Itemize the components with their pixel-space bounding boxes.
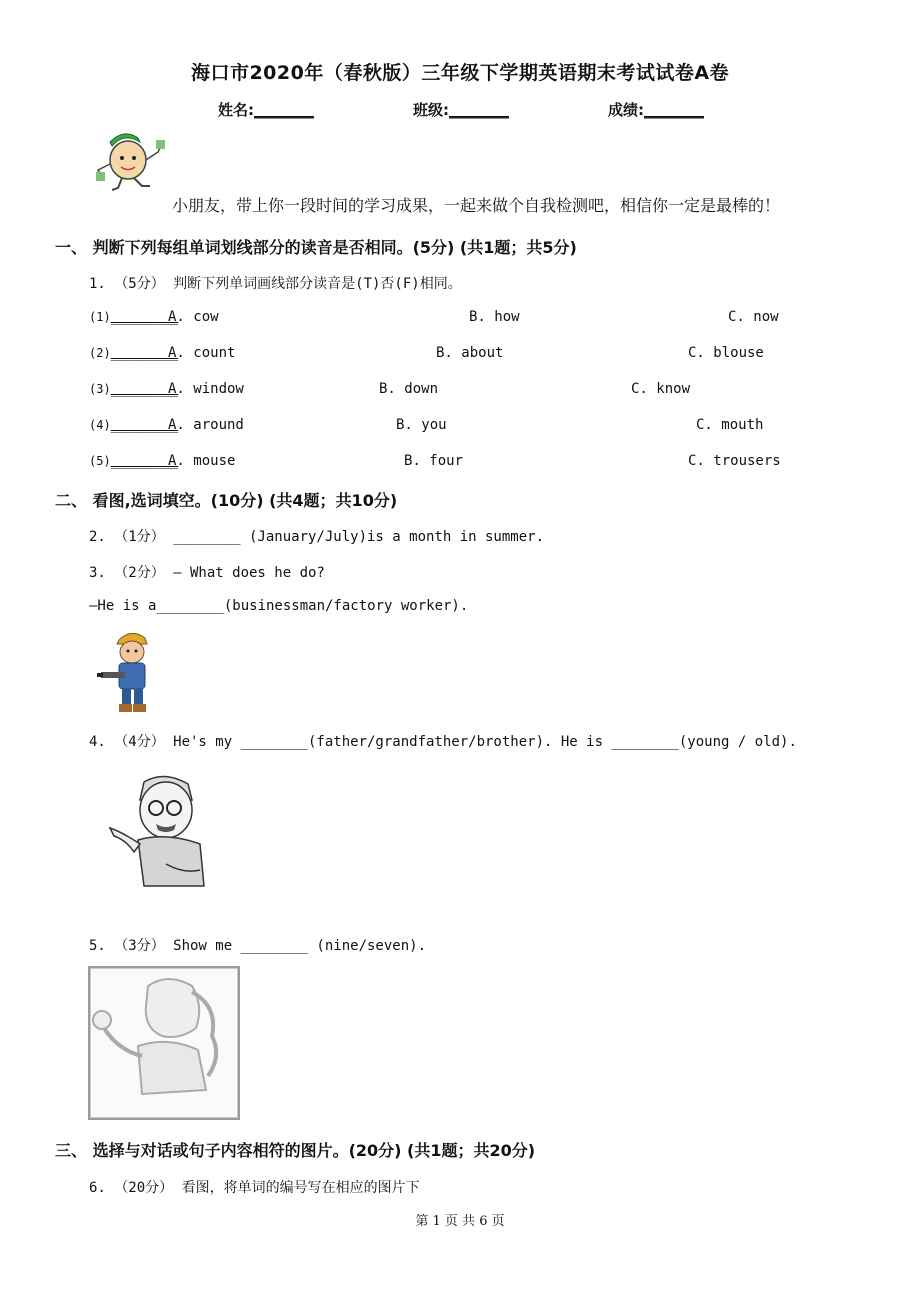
name-label: 姓名:	[218, 101, 254, 119]
answer-blank-2[interactable]	[89, 345, 178, 361]
class-label: 班级:	[413, 101, 449, 119]
section1-heading: 一、 判断下列每组单词划线部分的读音是否相同。(5分) (共1题；共5分)	[55, 238, 577, 257]
encouragement-text: 小朋友，带上你一段时间的学习成果，一起来做个自我检测吧，相信你一定是最棒的！	[172, 196, 781, 215]
question-3-answer: —He is a________(businessman/factory worker).	[89, 598, 469, 614]
answer-blank-5[interactable]	[89, 453, 178, 469]
answer-blank-3[interactable]	[89, 381, 178, 397]
option-b: B. about	[436, 345, 504, 361]
option-c: C. trousers	[688, 453, 781, 469]
option-c: C. mouth	[696, 417, 764, 433]
option-b: B. how	[469, 309, 520, 325]
row-blank: ________	[110, 381, 179, 397]
factory-worker-picture	[95, 628, 165, 716]
option-a: A. mouse	[168, 453, 236, 469]
page-title: 海口市2020年（春秋版）三年级下学期英语期末考试试卷A卷	[190, 62, 730, 84]
question-1: 1. （5分） 判断下列单词画线部分读音是(T)否(F)相同。	[89, 276, 462, 292]
row-number: (3)	[89, 382, 111, 396]
option-c: C. blouse	[688, 345, 764, 361]
name-field[interactable]	[218, 99, 314, 120]
option-b: B. down	[379, 381, 439, 397]
option-c: C. know	[631, 381, 691, 397]
answer-blank-4[interactable]	[89, 417, 178, 433]
question-3: 3. （2分） — What does he do?	[89, 565, 325, 581]
option-b: B. four	[404, 453, 464, 469]
option-a: A. cow	[168, 309, 219, 325]
question-4: 4. （4分） He's my ________(father/grandfather/brother). He is ________(young / old).	[89, 734, 797, 750]
row-number: (4)	[89, 418, 111, 432]
option-c: C. now	[728, 309, 779, 325]
row-blank: ________	[110, 417, 179, 433]
score-blank: ________	[644, 101, 704, 119]
class-blank: ________	[449, 101, 509, 119]
row-number: (1)	[89, 310, 111, 324]
page-footer: 第 1 页 共 6 页	[415, 1214, 505, 1229]
row-blank: ________	[110, 345, 179, 361]
answer-blank-1[interactable]	[89, 309, 178, 325]
score-label: 成绩:	[608, 101, 644, 119]
name-blank: ________	[254, 101, 314, 119]
row-blank: ________	[110, 309, 179, 325]
class-field[interactable]	[413, 99, 509, 120]
score-field[interactable]	[608, 99, 704, 120]
question-2: 2. （1分） ________ (January/July)is a month in summer.	[89, 529, 545, 545]
row-number: (5)	[89, 454, 111, 468]
mascot-illustration	[94, 130, 168, 194]
option-a: A. window	[168, 381, 244, 397]
option-a: A. count	[168, 345, 236, 361]
row-number: (2)	[89, 346, 111, 360]
option-b: B. you	[396, 417, 447, 433]
section2-heading: 二、 看图,选词填空。(10分) (共4题；共10分)	[55, 491, 398, 510]
grandfather-picture	[104, 770, 212, 896]
row-blank: ________	[110, 453, 179, 469]
question-5: 5. （3分） Show me ________ (nine/seven).	[89, 938, 427, 954]
girl-showing-number-picture	[88, 966, 240, 1120]
section3-heading: 三、 选择与对话或句子内容相符的图片。(20分) (共1题；共20分)	[55, 1141, 536, 1160]
question-6: 6. （20分） 看图，将单词的编号写在相应的图片下	[89, 1180, 420, 1196]
option-a: A. around	[168, 417, 244, 433]
